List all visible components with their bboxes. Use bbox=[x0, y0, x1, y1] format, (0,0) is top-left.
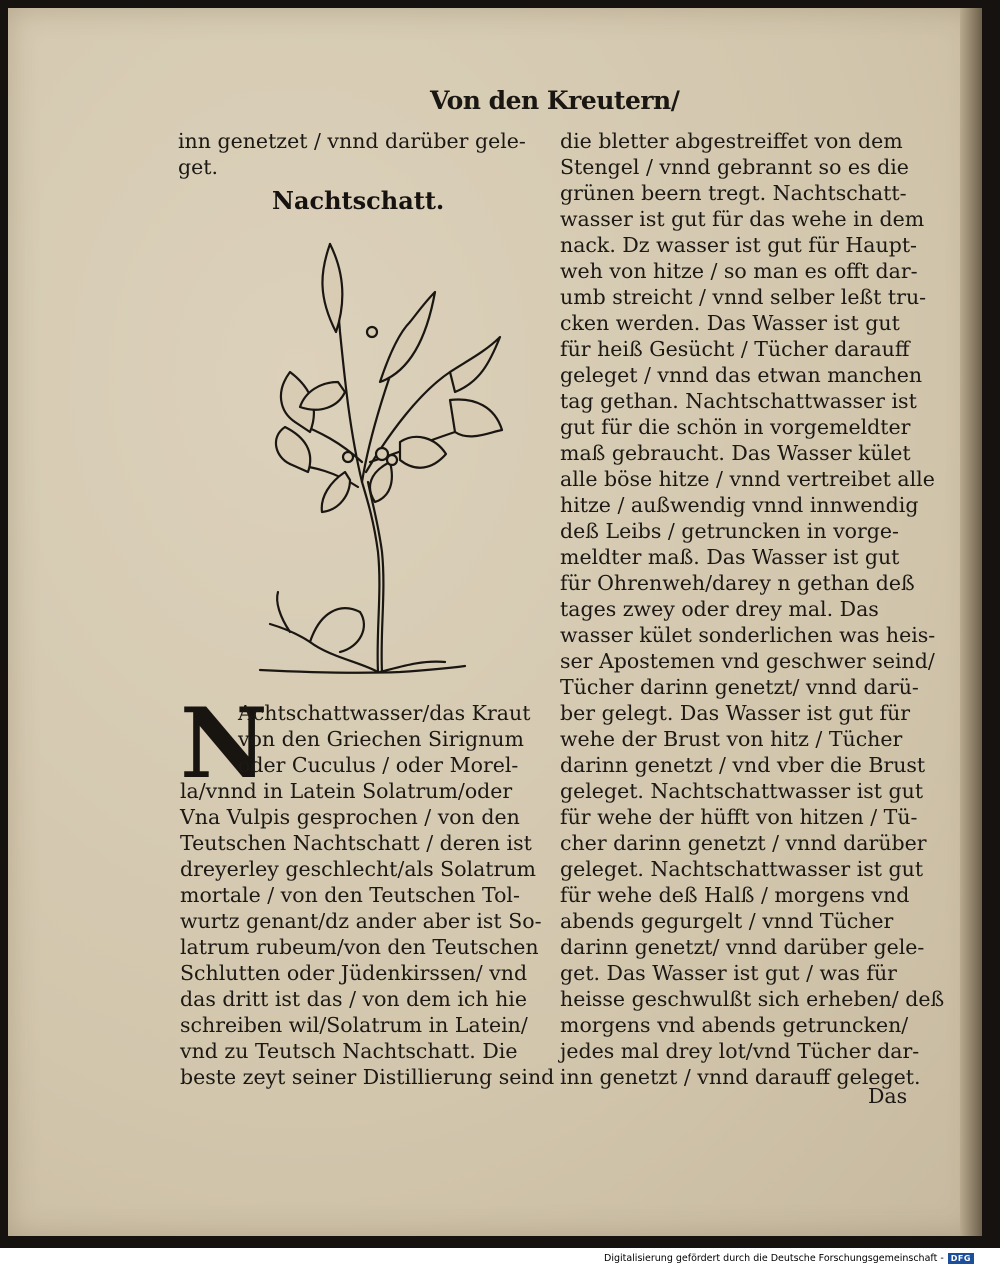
drop-cap: N bbox=[180, 687, 268, 800]
text-line: heisse geschwulßt sich erheben/ deß bbox=[560, 987, 945, 1011]
text-line: umb streicht / vnnd selber leßt tru- bbox=[560, 285, 927, 309]
text-line: inn genetzet / vnnd darüber gele- bbox=[178, 129, 526, 153]
text-line: schreiben wil/Solatrum in Latein/ bbox=[180, 1013, 528, 1037]
running-header: Von den Kreutern/ bbox=[430, 86, 680, 115]
text-line: geleget / vnnd das etwan manchen bbox=[560, 363, 923, 387]
text-line: Vna Vulpis gesprochen / von den bbox=[180, 805, 520, 829]
text-line: tag gethan. Nachtschattwasser ist bbox=[560, 389, 917, 413]
text-line: von den Griechen Sirignum bbox=[238, 727, 524, 751]
text-line: Schlutten oder Jüdenkirssen/ vnd bbox=[180, 961, 528, 985]
text-line: für heiß Gesücht / Tücher darauff bbox=[560, 337, 910, 361]
text-line: wasser ist gut für das wehe in dem bbox=[560, 207, 925, 231]
text-line: oder Cuculus / oder Morel- bbox=[238, 753, 519, 777]
text-line: jedes mal drey lot/vnd Tücher dar- bbox=[560, 1039, 920, 1063]
text-line: für wehe der hüfft von hitzen / Tü- bbox=[560, 805, 918, 829]
text-line: mortale / von den Teutschen Tol- bbox=[180, 883, 520, 907]
text-line: darinn genetzt / vnd vber die Brust bbox=[560, 753, 926, 777]
text-line: get. Das Wasser ist gut / was für bbox=[560, 961, 897, 985]
text-line: Stengel / vnnd gebrannt so es die bbox=[560, 155, 909, 179]
catchword: Das bbox=[868, 1084, 908, 1108]
text-line: das dritt ist das / von dem ich hie bbox=[180, 987, 527, 1011]
text-line: nack. Dz wasser ist gut für Haupt- bbox=[560, 233, 917, 257]
text-line: wurtz genant/dz ander aber ist So- bbox=[180, 909, 542, 933]
text-line: die bletter abgestreiffet von dem bbox=[560, 129, 903, 153]
text-line: beste zeyt seiner Distillierung seind bbox=[180, 1065, 555, 1089]
text-line: ber gelegt. Das Wasser ist gut für bbox=[560, 701, 911, 725]
text-line: cher darinn genetzt / vnnd darüber bbox=[560, 831, 927, 855]
text-line: darinn genetzt/ vnnd darüber gele- bbox=[560, 935, 925, 959]
credit-text: Digitalisierung gefördert durch die Deutsche Forschungsgemeinschaft - bbox=[604, 1252, 944, 1264]
text-line: inn genetzt / vnnd darauff geleget. bbox=[560, 1065, 921, 1089]
text-line: meldter maß. Das Wasser ist gut bbox=[560, 545, 900, 569]
right-column bbox=[560, 128, 945, 1090]
text-line: abends gegurgelt / vnnd Tücher bbox=[560, 909, 894, 933]
text-line: tages zwey oder drey mal. Das bbox=[560, 597, 879, 621]
text-line: für wehe deß Halß / morgens vnd bbox=[560, 883, 910, 907]
text-line: dreyerley geschlecht/als Solatrum bbox=[180, 857, 536, 881]
text-line: geleget. Nachtschattwasser ist gut bbox=[560, 779, 924, 803]
text-line: vnd zu Teutsch Nachtschatt. Die bbox=[180, 1039, 518, 1063]
digitization-credit bbox=[604, 1251, 974, 1265]
page-gutter bbox=[960, 8, 982, 1236]
text-line: Teutschen Nachtschatt / deren ist bbox=[180, 831, 532, 855]
text-line: alle böse hitze / vnnd vertreibet alle bbox=[560, 467, 935, 491]
text-line: maß gebraucht. Das Wasser kület bbox=[560, 441, 911, 465]
dfg-logo-icon: DFG bbox=[948, 1253, 974, 1264]
text-line: ser Apostemen vnd geschwer seind/ bbox=[560, 649, 935, 673]
left-column-top bbox=[178, 128, 540, 180]
text-line: weh von hitze / so man es offt dar- bbox=[560, 259, 918, 283]
text-line: latrum rubeum/von den Teutschen bbox=[180, 935, 539, 959]
plant-title: Nachtschatt. bbox=[272, 186, 445, 215]
text-line: Achtschattwasser/das Kraut bbox=[238, 701, 531, 725]
text-line: deß Leibs / getruncken in vorge- bbox=[560, 519, 899, 543]
left-column-body bbox=[180, 687, 555, 1090]
text-line: Tücher darinn genetzt/ vnnd darü- bbox=[560, 675, 919, 699]
text-line: geleget. Nachtschattwasser ist gut bbox=[560, 857, 924, 881]
text-line: hitze / außwendig vnnd innwendig bbox=[560, 493, 919, 517]
text-line: wasser kület sonderlichen was heis- bbox=[560, 623, 936, 647]
text-line: für Ohrenweh/darey n gethan deß bbox=[560, 571, 915, 595]
text-line: gut für die schön in vorgemeldter bbox=[560, 415, 911, 439]
text-line: morgens vnd abends getruncken/ bbox=[560, 1013, 909, 1037]
text-line: cken werden. Das Wasser ist gut bbox=[560, 311, 900, 335]
text-line: wehe der Brust von hitz / Tücher bbox=[560, 727, 903, 751]
nightshade-plant-woodcut bbox=[250, 232, 510, 682]
text-line: la/vnnd in Latein Solatrum/oder bbox=[180, 779, 513, 803]
text-line: get. bbox=[178, 155, 219, 179]
text-line: grünen beern tregt. Nachtschatt- bbox=[560, 181, 907, 205]
